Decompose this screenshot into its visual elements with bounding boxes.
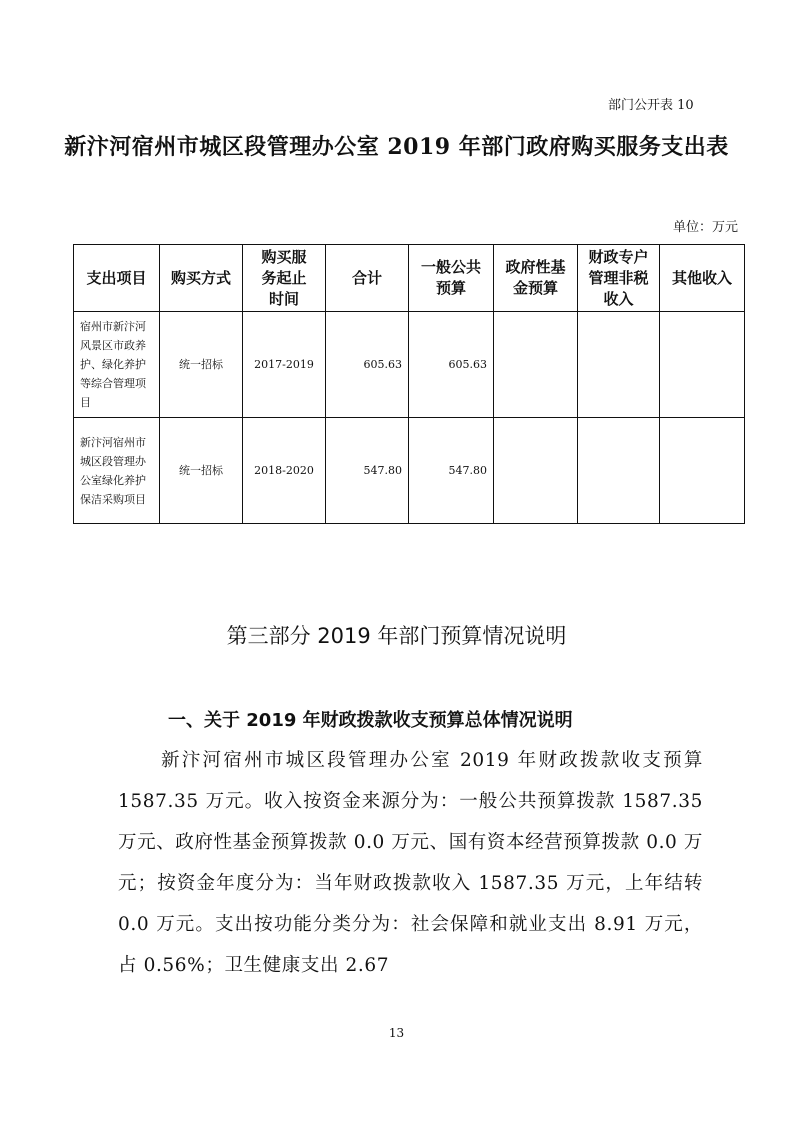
cell-total: 605.63 xyxy=(326,312,409,418)
table-row xyxy=(74,418,745,524)
procurement-table-container xyxy=(73,244,745,524)
column-header-label: 购买方式 xyxy=(170,268,231,287)
column-header xyxy=(160,245,243,312)
cell-fund-budget xyxy=(494,312,578,418)
column-header xyxy=(660,245,745,312)
table-header-row xyxy=(74,245,745,312)
column-header-label: 财政专户管理非税收入 xyxy=(588,247,649,308)
cell-special-account xyxy=(578,312,660,418)
cell-fund-budget xyxy=(494,418,578,524)
cell-general-budget: 547.80 xyxy=(409,418,494,524)
column-header-label: 一般公共预算 xyxy=(421,258,482,297)
cell-method: 统一招标 xyxy=(160,312,243,418)
body-paragraph: 新汴河宿州市城区段管理办公室 2019 年财政拨款收支预算 1587.35 万元。收入按资金来源分为：一般公共预算拨款 1587.35 万元、政府性基金预算拨款 0.0 万元、国有资本经营预算拨款 0.0 万元；按资金年度分为：当年财政拨款收入 1587.35 万元，上年结转 0.0 万元。支出按功能分类分为：社会保障和就业支出 8.91 万元，占 0.56%；卫生健康支出 2.67 xyxy=(118,750,703,976)
cell-other xyxy=(660,312,745,418)
unit-label: 单位：万元 xyxy=(672,220,738,235)
subsection-title: 一、关于 2019 年财政拨款收支预算总体情况说明 xyxy=(168,710,573,731)
column-header xyxy=(74,245,160,312)
form-code: 部门公开表 10 xyxy=(608,98,694,113)
procurement-table xyxy=(73,244,745,524)
column-header-label: 支出项目 xyxy=(86,268,147,287)
column-header xyxy=(326,245,409,312)
cell-special-account xyxy=(578,418,660,524)
section-title: 第三部分 2019 年部门预算情况说明 xyxy=(226,624,567,648)
column-header xyxy=(409,245,494,312)
cell-item: 新汴河宿州市城区段管理办公室绿化养护保洁采购项目 xyxy=(74,418,160,524)
column-header xyxy=(243,245,326,312)
column-header-label: 政府性基金预算 xyxy=(505,258,566,297)
cell-other xyxy=(660,418,745,524)
cell-period: 2017-2019 xyxy=(243,312,326,418)
cell-method: 统一招标 xyxy=(160,418,243,524)
cell-total: 547.80 xyxy=(326,418,409,524)
table-row xyxy=(74,312,745,418)
cell-item: 宿州市新汴河风景区市政养护、绿化养护等综合管理项目 xyxy=(74,312,160,418)
column-header-label: 合计 xyxy=(351,268,382,287)
cell-general-budget: 605.63 xyxy=(409,312,494,418)
cell-period: 2018-2020 xyxy=(243,418,326,524)
column-header-label: 其他收入 xyxy=(671,268,732,287)
document-title: 新汴河宿州市城区段管理办公室 2019 年部门政府购买服务支出表 xyxy=(64,134,729,160)
column-header-label: 购买服务起止时间 xyxy=(261,247,307,308)
page-number: 13 xyxy=(388,1026,405,1040)
column-header xyxy=(494,245,578,312)
column-header xyxy=(578,245,660,312)
